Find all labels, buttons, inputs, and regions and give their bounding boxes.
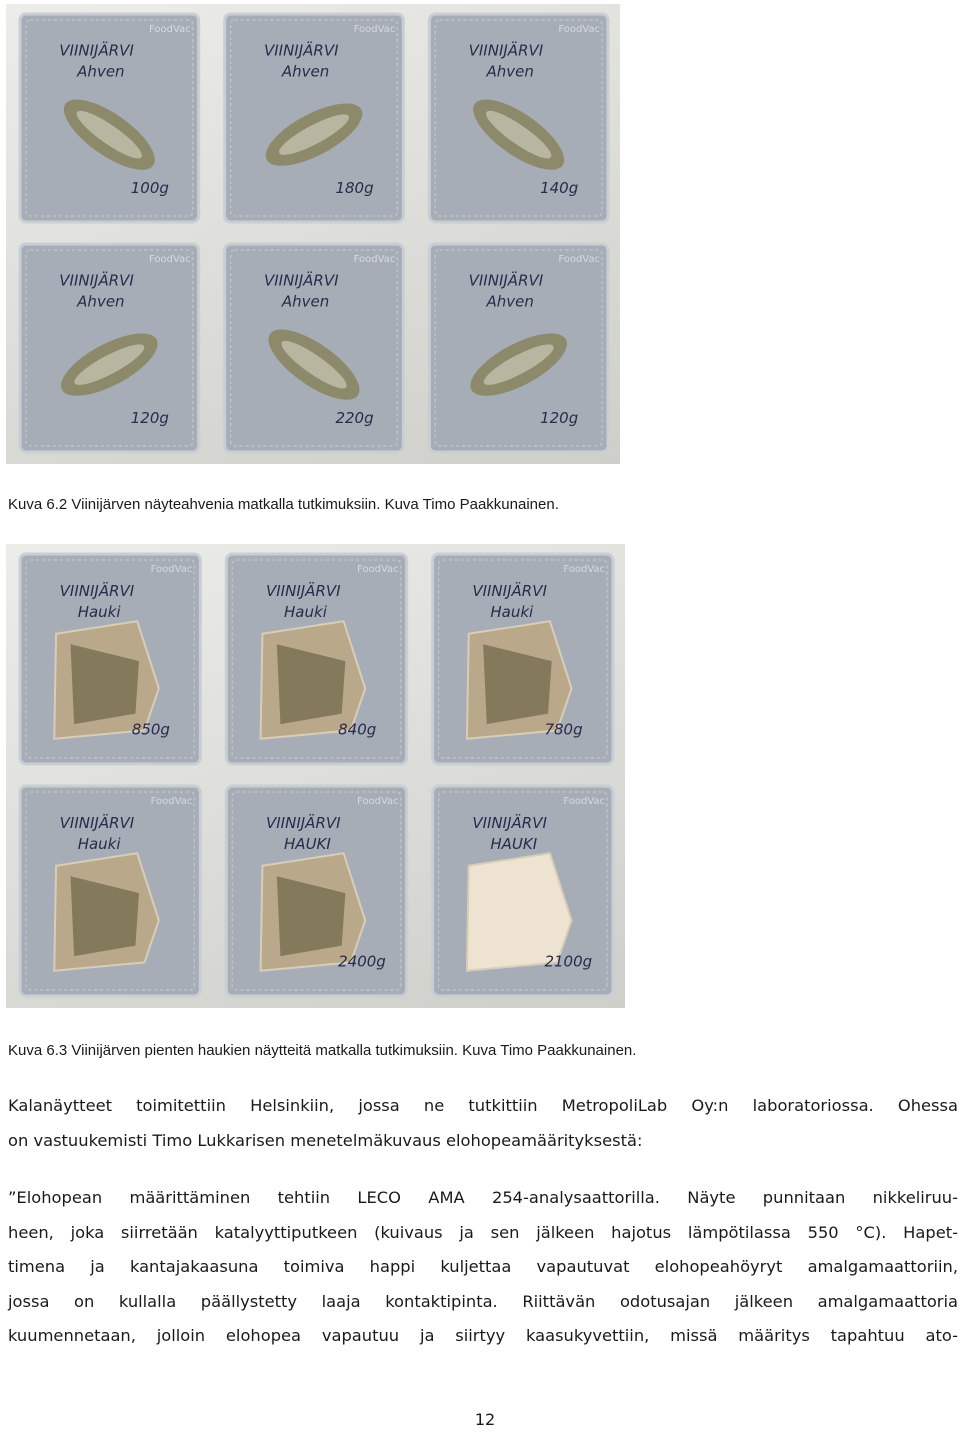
sample-bag — [433, 786, 613, 996]
bag-label-lake: VIINIJÄRVI — [472, 582, 547, 600]
bag-brand: FoodVac — [558, 24, 600, 35]
bag-label-lake: VIINIJÄRVI — [472, 814, 547, 832]
sample-bag — [226, 554, 406, 764]
bag-brand: FoodVac — [563, 564, 605, 575]
bag-brand: FoodVac — [558, 254, 600, 265]
text-line: timena ja kantajakaasuna toimiva happi kuljettaa vapautuvat elohopeahöyryt amalgamaattoriin, — [8, 1257, 958, 1276]
figure-caption-6-3: Kuva 6.3 Viinijärven pienten haukien näytteitä matkalla tutkimuksiin. Kuva Timo Paakkunainen. — [8, 1042, 637, 1059]
bag-brand: FoodVac — [356, 564, 399, 575]
bag-label-lake: VIINIJÄRVI — [263, 271, 339, 290]
bag-brand: FoodVac — [150, 564, 193, 575]
sample-bag — [225, 14, 404, 222]
text-line: Kalanäytteet toimitettiin Helsinkiin, jossa ne tutkittiin MetropoliLab Oy:n laboratoriossa. Ohessa — [8, 1096, 958, 1115]
bag-label-species: HAUKI — [284, 835, 331, 853]
bag-label-weight: 140g — [540, 178, 579, 197]
bag-label-weight: 120g — [130, 408, 169, 427]
bag-label-weight: 120g — [540, 408, 579, 427]
bag-label-weight: 780g — [544, 720, 583, 739]
bag-brand: FoodVac — [148, 254, 191, 265]
intro-paragraph — [8, 1089, 958, 1158]
bag-brand: FoodVac — [353, 24, 396, 35]
bag-label-weight: 2100g — [544, 952, 593, 971]
sample-bag — [226, 786, 406, 996]
perch-bags-grid — [6, 4, 620, 464]
bag-label-weight: 220g — [335, 408, 374, 427]
sample-bag — [20, 244, 199, 452]
bag-brand: FoodVac — [148, 24, 191, 35]
bag-brand: FoodVac — [563, 796, 605, 807]
sample-bag — [429, 244, 608, 452]
bag-brand: FoodVac — [356, 796, 399, 807]
bag-label-lake: VIINIJÄRVI — [59, 814, 135, 832]
bag-label-weight: 180g — [335, 178, 374, 197]
text-line: kuumennetaan, jolloin elohopea vapautuu ja siirtyy kaasukyvettiin, missä määritys tapahtuu ato- — [8, 1326, 958, 1345]
bag-brand: FoodVac — [353, 254, 396, 265]
bag-label-lake: VIINIJÄRVI — [59, 41, 134, 60]
perch-samples-photo — [6, 4, 620, 464]
bag-label-species: Ahven — [486, 62, 534, 81]
bag-label-species: Ahven — [486, 292, 534, 311]
bag-label-lake: VIINIJÄRVI — [59, 582, 135, 600]
bag-label-lake: VIINIJÄRVI — [468, 271, 544, 290]
bag-label-species: HAUKI — [490, 835, 538, 853]
bag-brand: FoodVac — [150, 796, 193, 807]
bag-label-species: Ahven — [281, 292, 330, 311]
sample-bag — [20, 786, 200, 996]
bag-label-species: Ahven — [281, 62, 330, 81]
bag-label-lake: VIINIJÄRVI — [263, 41, 339, 60]
bag-label-species: Hauki — [77, 835, 121, 853]
figure-caption-6-2: Kuva 6.2 Viinijärven näyteahvenia matkalla tutkimuksiin. Kuva Timo Paakkunainen. — [8, 496, 559, 513]
bag-label-lake: VIINIJÄRVI — [266, 814, 341, 832]
bag-label-species: Hauki — [490, 603, 534, 621]
sample-bag — [20, 554, 200, 764]
page-number: 12 — [474, 1410, 496, 1429]
bag-label-species: Hauki — [77, 603, 121, 621]
method-quote-paragraph — [8, 1181, 958, 1354]
sample-bag — [433, 554, 613, 764]
sample-bag — [225, 244, 404, 452]
text-line: heen, joka siirretään katalyyttiputkeen (kuivaus ja sen jälkeen hajotus lämpötilassa 550 °C). Hapet- — [8, 1222, 958, 1242]
text-line: ”Elohopean määrittäminen tehtiin LECO AMA 254-analysaattorilla. Näyte punnitaan nikkeliruu- — [8, 1188, 958, 1207]
bag-label-weight: 850g — [131, 720, 170, 739]
bag-label-weight: 840g — [338, 720, 377, 739]
text-line: jossa on kullalla päällystetty laaja kontaktipinta. Riittävän odotusajan jälkeen amalgamaattoria — [8, 1291, 958, 1311]
sample-bag — [429, 14, 608, 222]
pike-samples-photo — [6, 544, 625, 1008]
bag-label-weight: 2400g — [338, 952, 386, 971]
bag-label-species: Ahven — [77, 292, 125, 311]
sample-bag — [20, 14, 199, 222]
bag-label-species: Ahven — [77, 62, 125, 81]
text-line: on vastuukemisti Timo Lukkarisen menetelmäkuvaus elohopeamäärityksestä: — [8, 1130, 643, 1150]
pike-bags-grid — [6, 544, 625, 1008]
bag-label-lake: VIINIJÄRVI — [468, 41, 544, 60]
bag-label-lake: VIINIJÄRVI — [266, 582, 341, 600]
bag-label-species: Hauki — [284, 603, 327, 621]
bag-label-weight: 100g — [130, 178, 169, 197]
bag-label-lake: VIINIJÄRVI — [59, 271, 134, 290]
